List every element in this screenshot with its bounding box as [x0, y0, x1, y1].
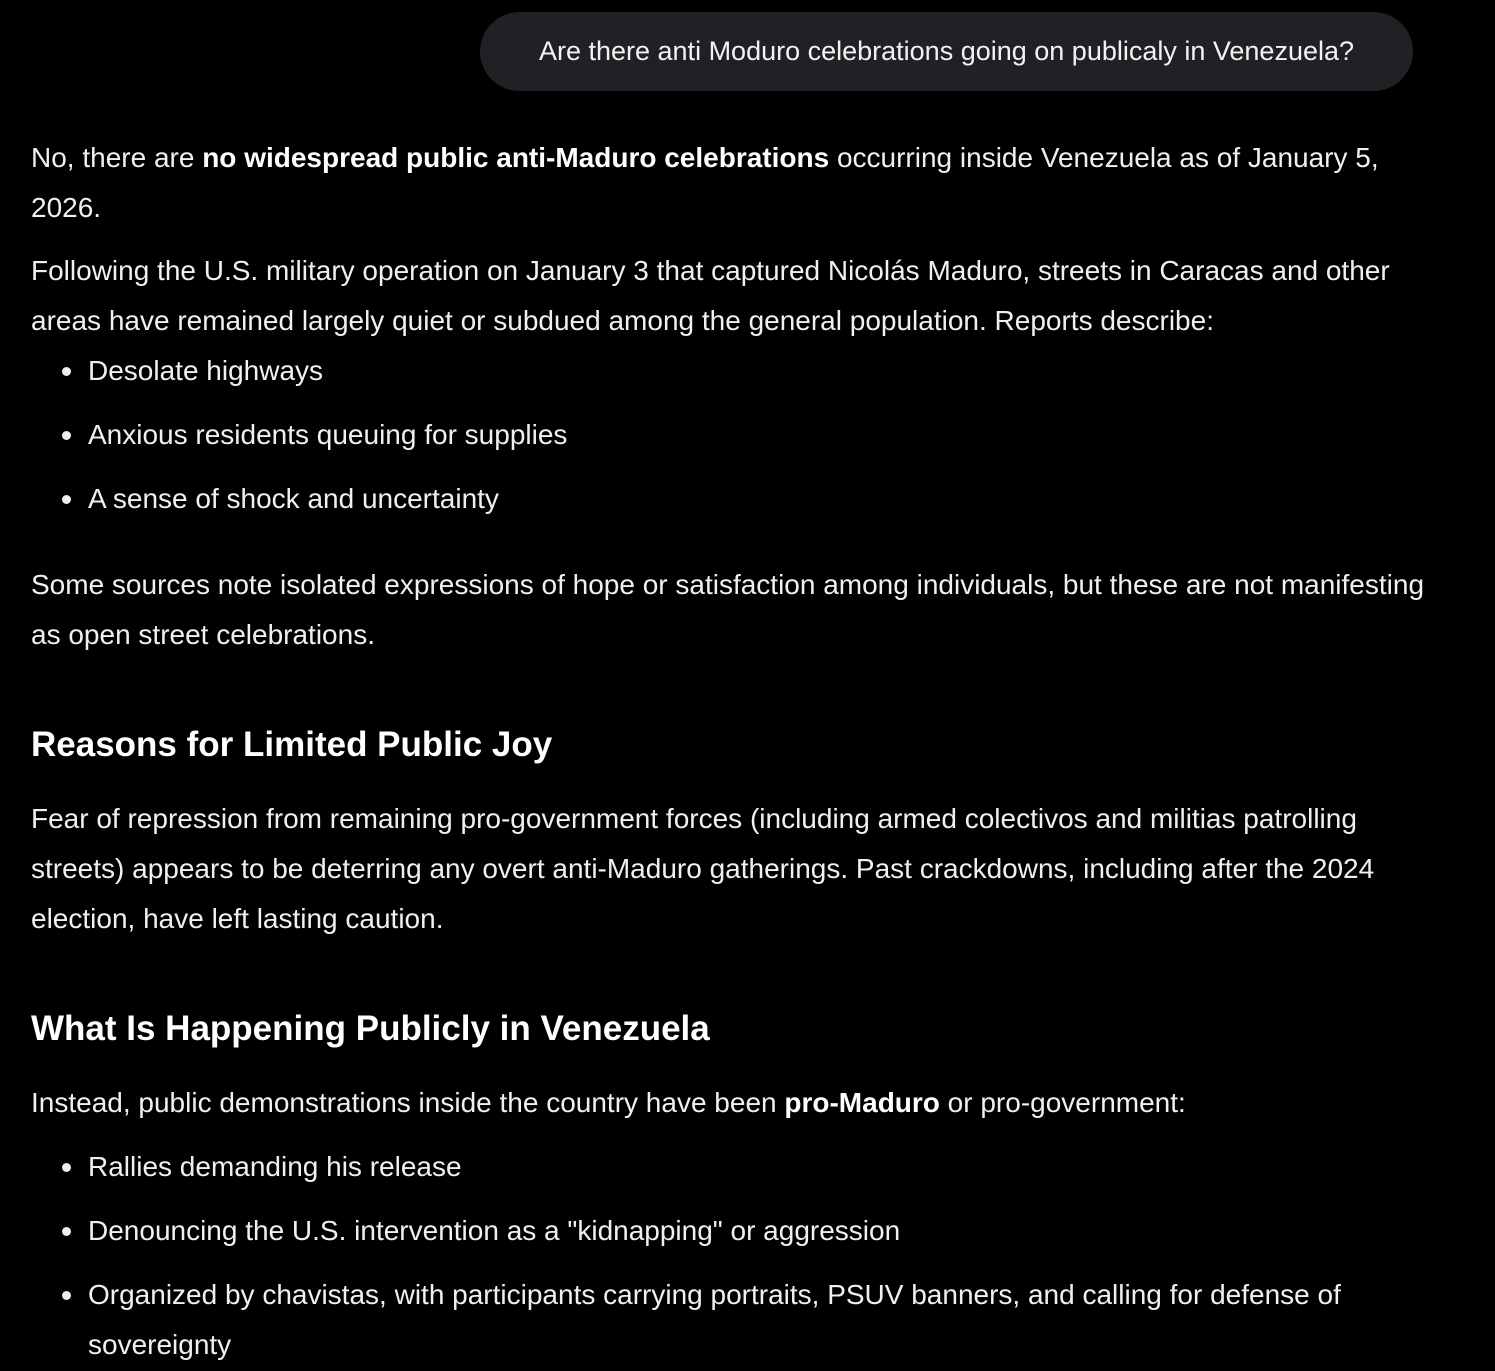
list-item-text: A sense of shock and uncertainty: [88, 483, 499, 514]
user-message-text: Are there anti Moduro celebrations going on publicaly in Venezuela?: [538, 36, 1355, 66]
intro-prefix: No, there are: [31, 142, 203, 173]
bullet-dot-icon: [62, 431, 71, 440]
happening-suffix: or pro-government:: [939, 1087, 1186, 1118]
list-item: [31, 1270, 1451, 1370]
list-item-text: Denouncing the U.S. intervention as a "kidnapping" or aggression: [88, 1215, 901, 1246]
list-item-text: Desolate highways: [88, 355, 324, 386]
demonstrations-list: [31, 1142, 1451, 1370]
user-message-bubble: [480, 12, 1413, 91]
list-item: [31, 410, 1451, 460]
list-item: [31, 474, 1451, 524]
happening-intro-paragraph: [31, 1078, 1451, 1128]
reports-list: [31, 346, 1451, 524]
list-item: [31, 346, 1451, 396]
list-item: [31, 1206, 1451, 1256]
happening-prefix: Instead, public demonstrations inside the country have been: [31, 1087, 785, 1118]
context-paragraph: Following the U.S. military operation on January 3 that captured Nicolás Maduro, streets in Caracas and other areas have remained largely quiet or subdued among the general population. Reports describe:: [31, 255, 1390, 336]
bullet-dot-icon: [62, 1291, 71, 1300]
bullet-dot-icon: [62, 495, 71, 504]
assistant-response: [31, 133, 1451, 1370]
happening-bold: pro-Maduro: [784, 1087, 940, 1118]
bullet-dot-icon: [62, 1227, 71, 1236]
reasons-paragraph: Fear of repression from remaining pro-government forces (including armed colectivos and militias patrolling streets) appears to be deterring any overt anti-Maduro gatherings. Past crackdowns, including after the 2024 election, have left lasting caution.: [31, 803, 1375, 934]
intro-paragraph: [31, 133, 1451, 233]
isolated-paragraph: Some sources note isolated expressions of hope or satisfaction among individuals, but these are not manifesting as open street celebrations.: [31, 569, 1425, 650]
list-item-text: Organized by chavistas, with participants carrying portraits, PSUV banners, and calling for defense of sovereignty: [88, 1279, 1341, 1360]
intro-bold: no widespread public anti-Maduro celebrations: [202, 142, 830, 173]
happening-heading: What Is Happening Publicly in Venezuela: [31, 1009, 710, 1048]
reasons-heading: Reasons for Limited Public Joy: [31, 725, 553, 764]
bullet-dot-icon: [62, 367, 71, 376]
list-item: [31, 1142, 1451, 1192]
bullet-dot-icon: [62, 1163, 71, 1172]
list-item-text: Rallies demanding his release: [88, 1151, 462, 1182]
list-item-text: Anxious residents queuing for supplies: [88, 419, 568, 450]
intro-suffix: occurring inside Venezuela as of January 5, 2026.: [31, 142, 1379, 223]
